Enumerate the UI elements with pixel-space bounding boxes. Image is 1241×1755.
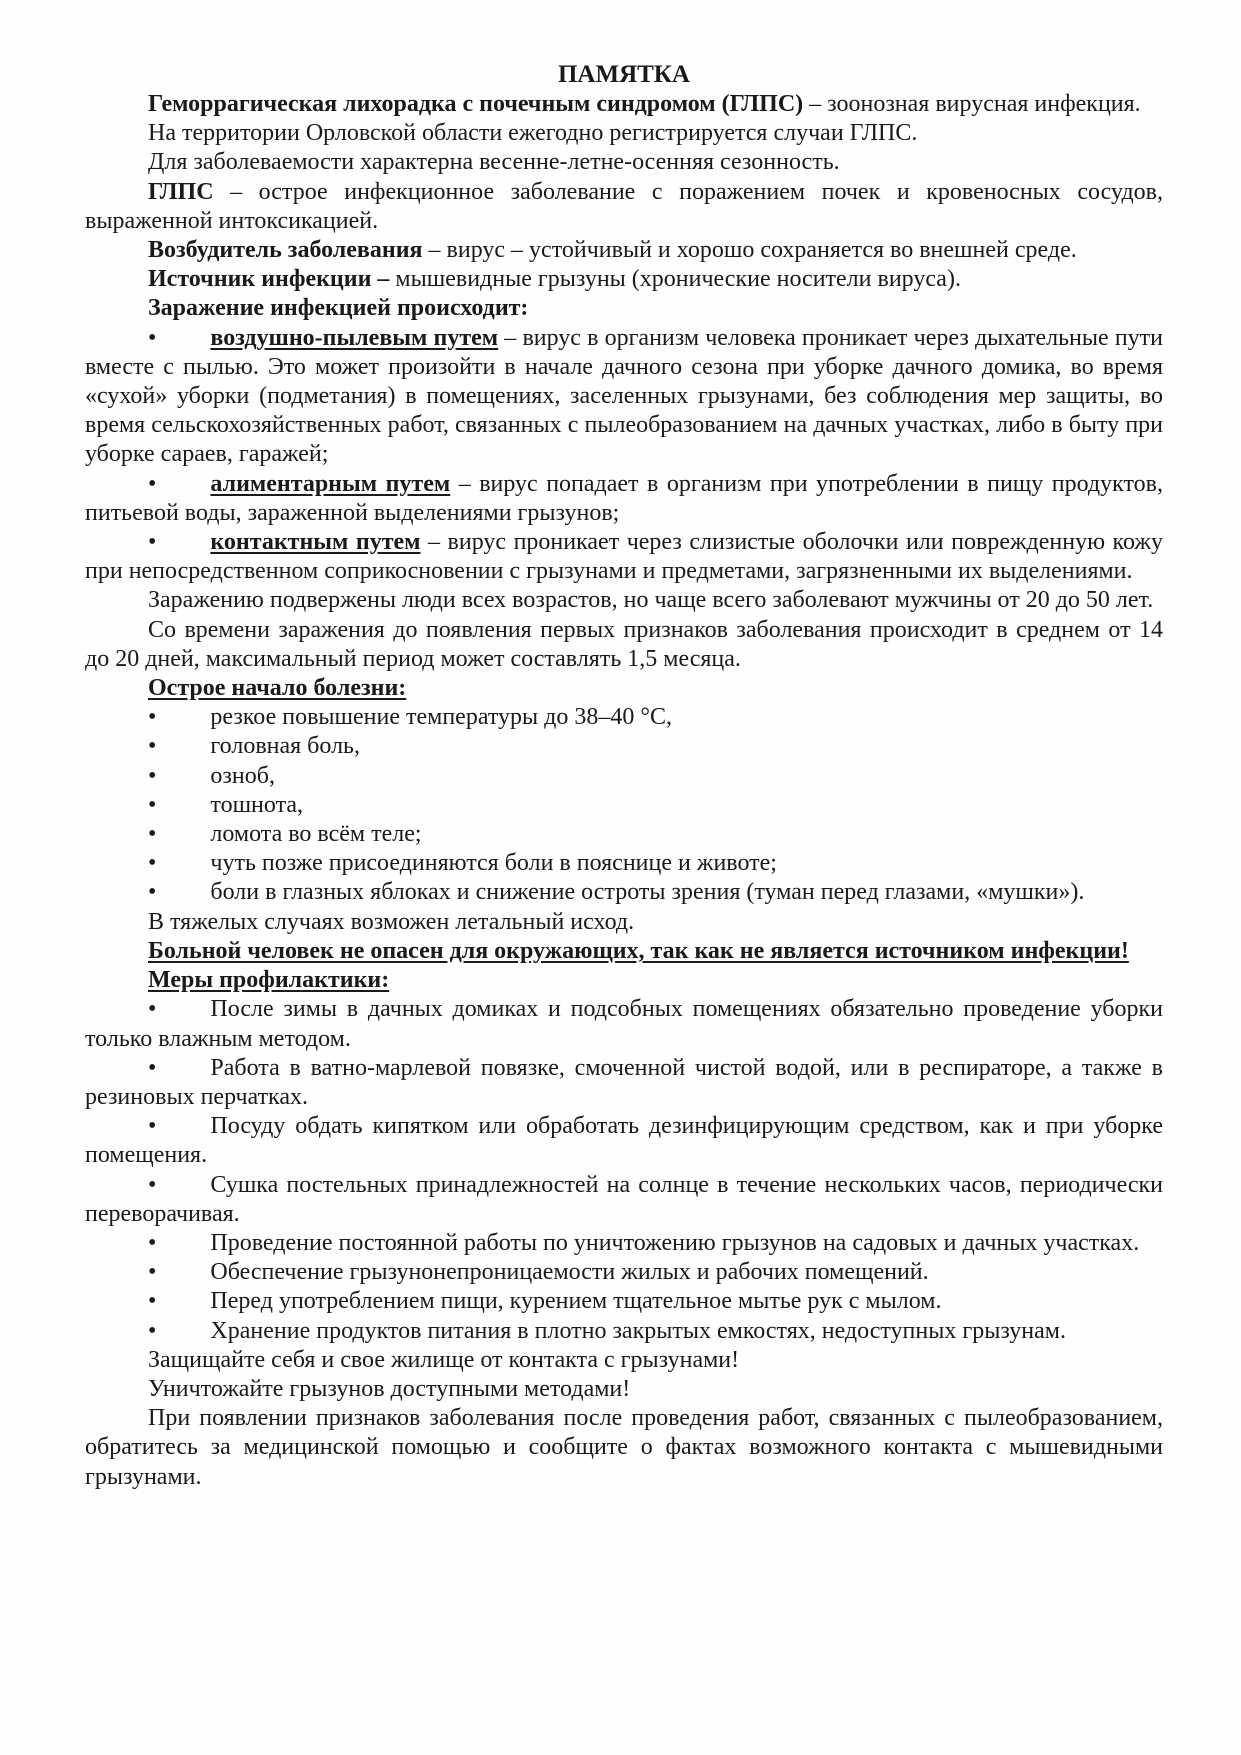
prevention-text: Перед употреблением пищи, курением тщательное мытье рук с мылом.	[210, 1288, 942, 1315]
prevention-text: Обеспечение грызунонепроницаемости жилых и рабочих помещений.	[210, 1259, 929, 1286]
agent-text: – вирус – устойчивый и хорошо сохраняется во внешней среде.	[422, 237, 1077, 264]
symptom-text: резкое повышение температуры до 38–40 °С,	[210, 704, 672, 731]
route-airborne-term: воздушно-пылевым путем	[210, 324, 499, 351]
bullet-symptom-eye-pain	[85, 878, 1163, 907]
paragraph-destroy-rodents: Уничтожайте грызунов доступными методами!	[148, 1375, 631, 1402]
paragraph-season: Для заболеваемости характерна весенне-летне-осенняя сезонность.	[148, 149, 840, 176]
prevention-heading-text: Меры профилактики:	[148, 967, 390, 994]
heading-transmission	[85, 294, 1163, 323]
bullet-icon: •	[148, 879, 157, 906]
route-airborne-desc: – вирус в организм человека проникает через дыхательные пути вместе с пылью. Это может произойти в начале дачного сезона при уборке дачного домика, во время «сухой» уборки (подметания) в помещениях, заселенных грызунами, без соблюдения мер защиты, во время сельскохозяйственных работ, связанных с пылеобразованием на дачных участках, либо в быту при уборке сараев, гаражей;	[85, 324, 1164, 468]
bullet-symptom-chills	[85, 762, 1163, 791]
source-term: Источник инфекции –	[148, 266, 390, 293]
bullet-symptom-nausea	[85, 791, 1163, 820]
bullet-icon: •	[148, 1288, 157, 1315]
bullet-symptom-headache	[85, 732, 1163, 761]
bullet-prevention-bedding-sun	[85, 1171, 1163, 1229]
bullet-icon: •	[148, 762, 157, 789]
intro-rest: – зоонозная вирусная инфекция.	[803, 91, 1141, 117]
paragraph-final-advice: При появлении признаков заболевания после проведения работ, связанных с пылеобразованием, обратитесь за медицинской помощью и сообщите о фактах возможного контакта с мышевидными грызунами.	[85, 1405, 1163, 1490]
not-contagious-text: Больной человек не опасен для окружающих, так как не является источником инфекции!	[148, 937, 1129, 964]
route-alimentary-term: алиментарным путем	[210, 470, 451, 497]
bullet-prevention-wet-cleaning	[85, 995, 1163, 1053]
heading-onset	[85, 674, 1163, 703]
prevention-text: Сушка постельных принадлежностей на солнце в течение нескольких часов, периодически переворачивая.	[85, 1171, 1163, 1227]
bullet-icon: •	[148, 470, 157, 497]
symptom-text: боли в глазных яблоках и снижение остроты зрения (туман перед глазами, «мушки»).	[210, 879, 1085, 906]
bullet-symptom-back-abdomen-pain	[85, 849, 1163, 878]
bullet-icon: •	[148, 996, 157, 1023]
bullet-icon: •	[148, 1229, 157, 1256]
symptom-text: тошнота,	[210, 791, 304, 818]
prevention-text: Проведение постоянной работы по уничтожению грызунов на садовых и дачных участках.	[210, 1229, 1140, 1256]
bullet-icon: •	[148, 733, 157, 760]
transmission-heading-text: Заражение инфекцией происходит:	[148, 295, 529, 322]
paragraph-territory: На территории Орловской области ежегодно регистрируется случаи ГЛПС.	[148, 120, 918, 147]
bullet-route-contact	[85, 528, 1163, 586]
prevention-text: После зимы в дачных домиках и подсобных помещениях обязательно проведение уборки только влажным методом.	[85, 996, 1163, 1052]
route-contact-term: контактным путем	[210, 529, 421, 556]
bullet-icon: •	[148, 1317, 157, 1344]
glps-definition-text: – острое инфекционное заболевание с поражением почек и кровеносных сосудов, выраженной интоксикацией.	[85, 178, 1163, 234]
source-text: мышевидные грызуны (хронические носители вируса).	[389, 266, 961, 293]
bullet-prevention-dishes	[85, 1112, 1163, 1170]
bullet-icon: •	[148, 1259, 157, 1286]
paragraph-agent	[85, 236, 1163, 265]
prevention-text: Посуду обдать кипятком или обработать дезинфицирующим средством, как и при уборке помещения.	[85, 1113, 1163, 1169]
paragraph-source	[85, 265, 1163, 294]
bullet-prevention-rodent-control	[85, 1229, 1163, 1258]
bullet-icon: •	[148, 1054, 157, 1081]
bullet-icon: •	[148, 704, 157, 731]
glps-term: ГЛПС	[148, 178, 214, 205]
memo-content	[85, 60, 1163, 1492]
bullet-prevention-mask-gloves	[85, 1054, 1163, 1112]
route-alimentary-desc: – вирус попадает в организм при употреблении в пищу продуктов, питьевой воды, зараженной выделениями грызунов;	[85, 470, 1163, 526]
paragraph-protect-yourself: Защищайте себя и свое жилище от контакта с грызунами!	[148, 1346, 740, 1373]
heading-prevention	[85, 966, 1163, 995]
paragraph-intro	[85, 90, 1163, 119]
bullet-route-alimentary	[85, 470, 1163, 528]
symptom-text: ломота во всём теле;	[210, 821, 422, 848]
memo-title: ПАМЯТКА	[557, 61, 690, 88]
paragraph-ages: Заражению подвержены люди всех возрастов, но чаще всего заболевают мужчины от 20 до 50 лет.	[148, 587, 1154, 614]
paragraph-glps-definition	[85, 178, 1163, 236]
symptom-text: головная боль,	[210, 733, 360, 760]
paragraph-not-contagious	[85, 937, 1163, 966]
bullet-icon: •	[148, 324, 157, 351]
prevention-text: Хранение продуктов питания в плотно закрытых емкостях, недоступных грызунам.	[210, 1317, 1066, 1344]
agent-term: Возбудитель заболевания	[148, 237, 423, 264]
bullet-icon: •	[148, 850, 157, 877]
symptom-text: чуть позже присоединяются боли в пояснице и животе;	[210, 850, 777, 877]
intro-disease-name: Геморрагическая лихорадка с почечным синдромом (ГЛПС)	[148, 91, 804, 117]
onset-heading-text: Острое начало болезни:	[148, 675, 407, 702]
bullet-route-airborne	[85, 324, 1163, 470]
bullet-prevention-rodent-proofing	[85, 1258, 1163, 1287]
symptom-text: озноб,	[210, 762, 275, 789]
bullet-prevention-hand-washing	[85, 1287, 1163, 1316]
bullet-icon: •	[148, 821, 157, 848]
bullet-icon: •	[148, 791, 157, 818]
bullet-prevention-food-storage	[85, 1317, 1163, 1346]
bullet-symptom-body-ache	[85, 820, 1163, 849]
route-contact-desc: – вирус проникает через слизистые оболочки или поврежденную кожу при непосредственном соприкосновении с грызунами и предметами, загрязненными их выделениями.	[85, 529, 1163, 585]
bullet-icon: •	[148, 1113, 157, 1140]
prevention-text: Работа в ватно-марлевой повязке, смоченной чистой водой, или в респираторе, а также в резиновых перчатках.	[85, 1054, 1163, 1110]
bullet-icon: •	[148, 1171, 157, 1198]
bullet-symptom-fever	[85, 703, 1163, 732]
paragraph-incubation: Со времени заражения до появления первых признаков заболевания происходит в среднем от 14 до 20 дней, максимальный период может составлять 1,5 месяца.	[85, 616, 1163, 672]
bullet-icon: •	[148, 529, 157, 556]
paragraph-lethal: В тяжелых случаях возможен летальный исход.	[148, 908, 635, 935]
